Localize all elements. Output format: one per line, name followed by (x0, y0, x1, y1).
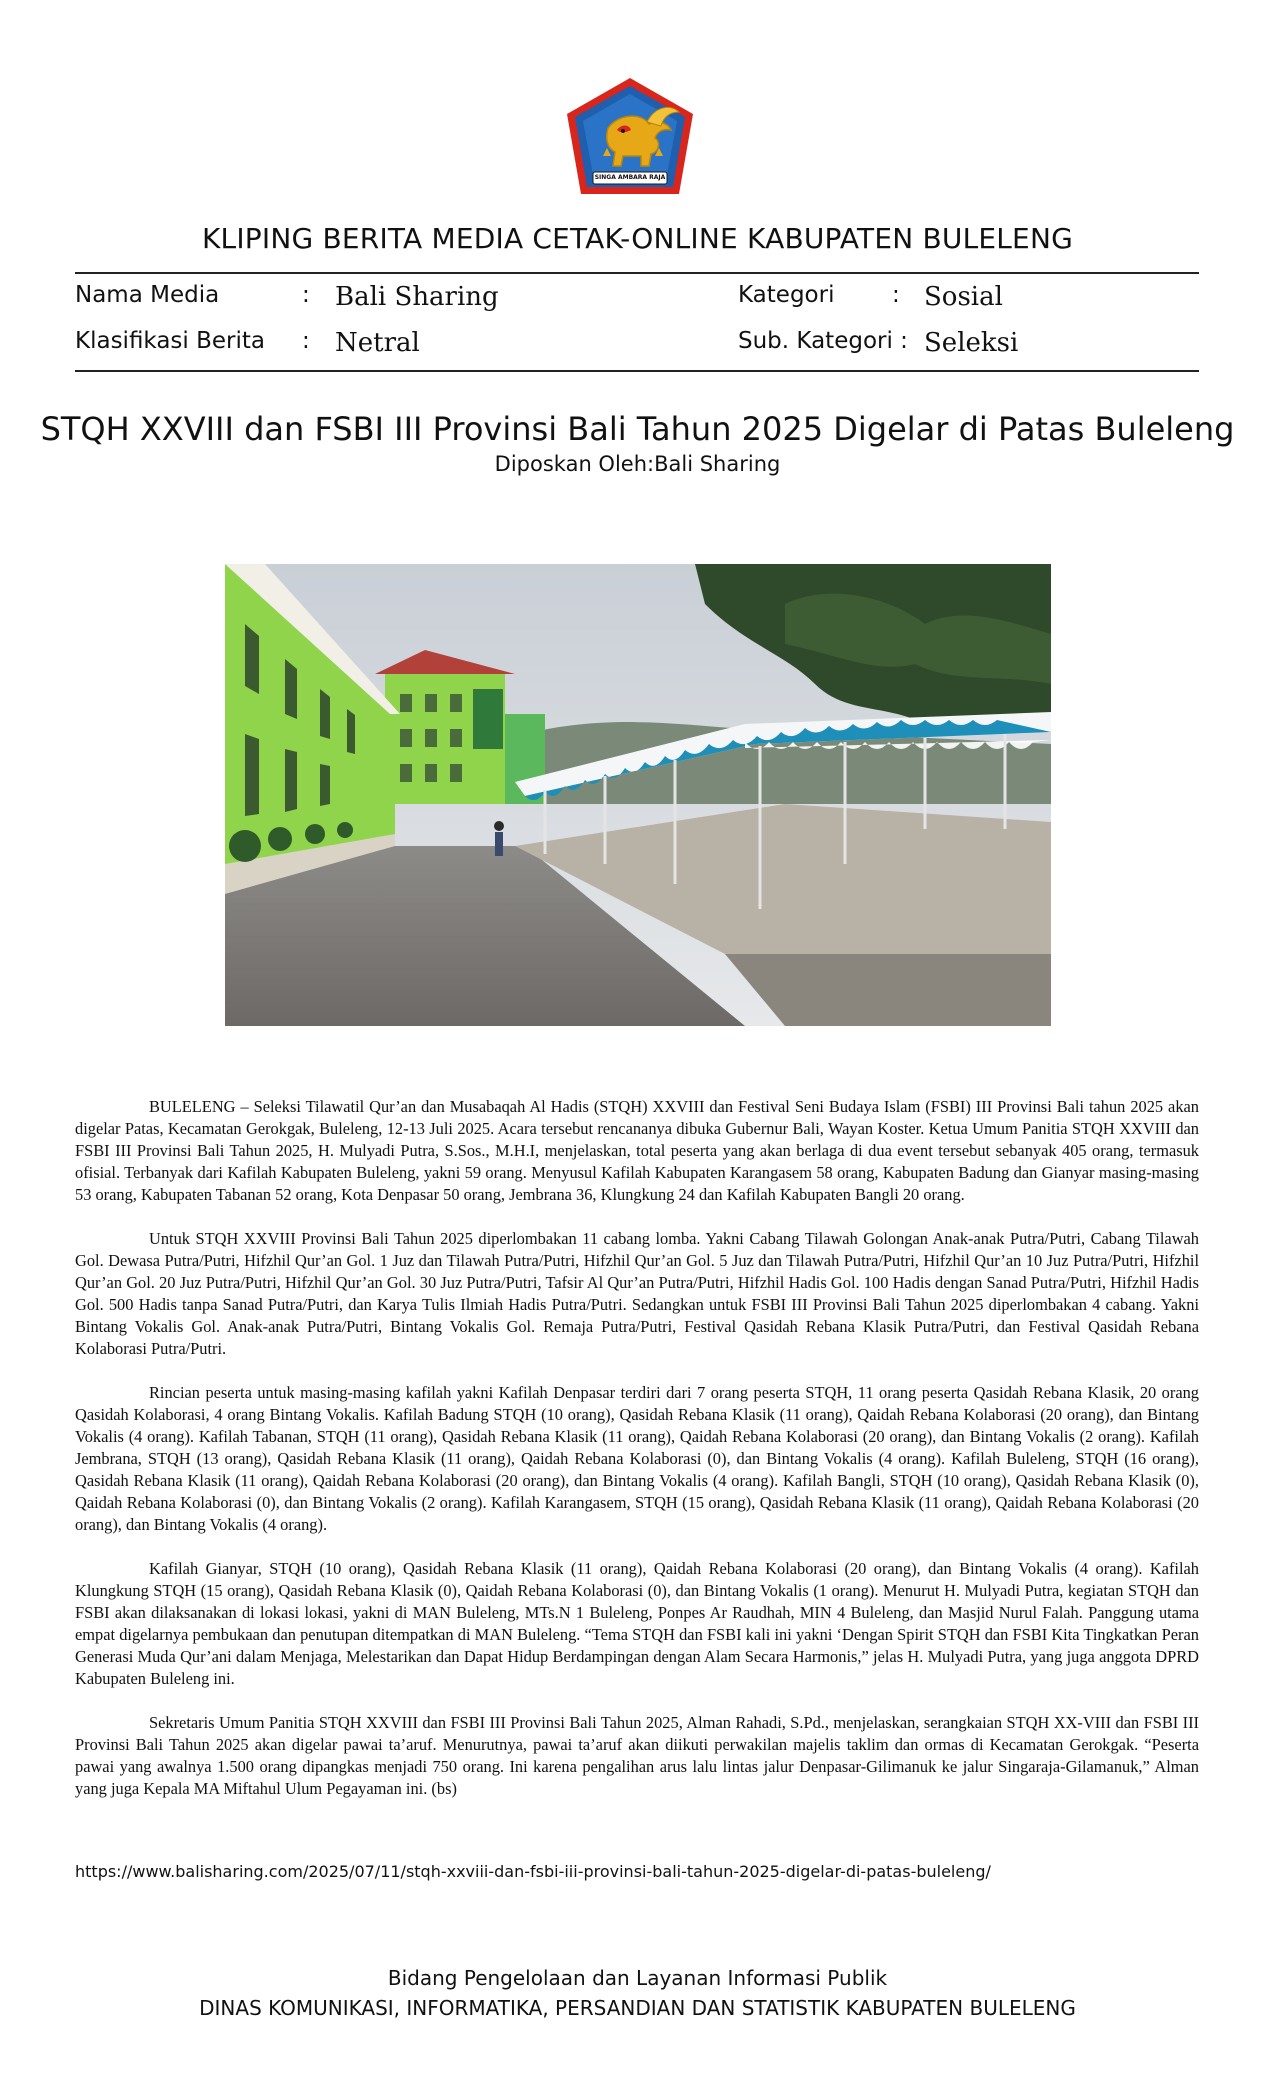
article-byline: Diposkan Oleh:Bali Sharing (494, 452, 781, 476)
article-body (75, 1096, 1199, 1822)
media-name-colon: : (302, 282, 310, 308)
classification-label: Klasifikasi Berita (75, 328, 266, 354)
media-name-label: Nama Media (75, 282, 220, 308)
footer-division-name: Bidang Pengelolaan dan Layanan Informasi Publik (387, 1966, 888, 1990)
article-paragraph-2: Untuk STQH XXVIII Provinsi Bali Tahun 2025 diperlombakan 11 cabang lomba. Yakni Cabang Tilawah Golongan Anak-anak Putra/Putri, Cabang Tilawah Gol. Dewasa Putra/Putri, Hifzhil Qur’an Gol. 1 Juz dan Tilawah Putra/Putri, Hifzhil Qur’an Gol. 5 Juz dan Tilawah Putra/Putri, Hifzhil Qur’an 10 Juz Putra/Putri, Hifzhil Qur’an Gol. 20 Juz Putra/Putri, Hifzhil Qur’an Gol. 30 Juz Putra/Putri, Tafsir Al Qur’an Putra/Putri, Hifzhil Hadis Gol. 100 Hadis dengan Sanad Putra/Putri, Hifzhil Hadis Gol. 500 Hadis tanpa Sanad Putra/Putri, dan Karya Tulis Ilmiah Hadis Putra/Putri. Sedangkan untuk FSBI III Provinsi Bali Tahun 2025 diperlombakan 4 cabang. Yakni Bintang Vokalis Gol. Anak-anak Putra/Putri, Bintang Vokalis Gol. Remaja Putra/Putri, Festival Qasidah Rebana Klasik Putra/Putri, dan Festival Qasidah Rebana Kolaborasi Putra/Putri. (75, 1229, 1199, 1358)
emblem-motto-text: SINGA AMBARA RAJA (594, 174, 666, 181)
article-photo-svg (225, 564, 1051, 1026)
subcategory-value: Seleksi (924, 328, 1019, 358)
source-url-link[interactable]: https://www.balisharing.com/2025/07/11/stqh-xxviii-dan-fsbi-iii-provinsi-bali-tahun-2025-digelar-di-patas-buleleng/ (75, 1862, 991, 1881)
header-divider-top (75, 272, 1199, 274)
classification-value: Netral (335, 328, 420, 358)
category-label: Kategori (738, 282, 835, 308)
article-photo (225, 564, 1051, 1026)
category-colon: : (892, 282, 900, 308)
article-paragraph-1: BULELENG – Seleksi Tilawatil Qur’an dan Musabaqah Al Hadis (STQH) XXVIII dan Festival Seni Budaya Islam (FSBI) III Provinsi Bali tahun 2025 akan digelar Patas, Kecamatan Gerokgak, Buleleng, 12-13 Juli 2025. Acara tersebut rencananya dibuka Gubernur Bali, Wayan Koster. Ketua Umum Panitia STQH XXVIII dan FSBI III Provinsi Bali Tahun 2025, H. Mulyadi Putra, S.Sos., M.H.I, menjelaskan, total peserta yang akan berlaga di dua event tersebut sebanyak 405 orang, termasuk ofisial. Terbanyak dari Kafilah Kabupaten Buleleng, yakni 59 orang. Menyusul Kafilah Kabupaten Karangasem 58 orang, Kabupaten Badung dan Gianyar masing-masing 53 orang, Kabupaten Tabanan 52 orang, Kota Denpasar 50 orang, Jembrana 36, Klungkung 24 dan Kafilah Kabupaten Bangli 20 orang. (75, 1097, 1199, 1204)
category-value: Sosial (924, 282, 1003, 312)
article-paragraph-4: Kafilah Gianyar, STQH (10 orang), Qasidah Rebana Klasik (11 orang), Qaidah Rebana Kolaborasi (20 orang), dan Bintang Vokalis (4 orang). Kafilah Klungkung STQH (15 orang), Qasidah Rebana Klasik (0), Qaidah Rebana Kolaborasi (0), dan Bintang Vokalis (1 orang). Menurut H. Mulyadi Putra, kegiatan STQH dan FSBI akan dilaksanakan di lokasi lokasi, yakni di MAN Buleleng, MTs.N 1 Buleleng, Ponpes Ar Raudhah, MIN 4 Buleleng, dan Masjid Nurul Falah. Panggung utama empat digelarnya pembukaan dan penutupan ditempatkan di MAN Buleleng. “Tema STQH dan FSBI kali ini yakni ‘Dengan Spirit STQH dan FSBI Kita Tingkatkan Peran Generasi Muda Qur’ani dalam Menjaga, Melestarikan dan Dapat Hidup Berdampingan dengan Alam Secara Harmonis,” jelas H. Mulyadi Putra, yang juga anggota DPRD Kabupaten Buleleng ini. (75, 1559, 1199, 1688)
buleleng-emblem-logo (563, 76, 697, 200)
article-headline: STQH XXVIII dan FSBI III Provinsi Bali Tahun 2025 Digelar di Patas Buleleng (40, 410, 1235, 448)
footer-agency-name: DINAS KOMUNIKASI, INFORMATIKA, PERSANDIAN DAN STATISTIK KABUPATEN BULELENG (199, 1996, 1076, 2020)
subcategory-label: Sub. Kategori : (738, 328, 908, 354)
article-paragraph-5: Sekretaris Umum Panitia STQH XXVIII dan FSBI III Provinsi Bali Tahun 2025, Alman Rahadi, S.Pd., menjelaskan, serangkaian STQH XX-VIII dan FSBI III Provinsi Bali Tahun 2025 akan digelar pawai ta’aruf. Menurutnya, pawai ta’aruf akan diikuti perwakilan majelis taklim dan ormas di Kecamatan Gerokgak. “Peserta pawai yang awalnya 1.500 orang dipangkas menjadi 750 orang. Ini karena pengalihan arus lalu lintas jalur Denpasar-Gilimanuk ke jalur Singaraja-Gilamanuk,” Alman yang juga Kepala MA Miftahul Ulum Pegayaman ini. (bs) (75, 1713, 1199, 1798)
media-name-value: Bali Sharing (335, 282, 499, 312)
masthead-title: KLIPING BERITA MEDIA CETAK-ONLINE KABUPATEN BULELENG (201, 222, 1073, 255)
classification-colon: : (302, 328, 310, 354)
header-divider-bottom (75, 370, 1199, 372)
article-paragraph-3: Rincian peserta untuk masing-masing kafilah yakni Kafilah Denpasar terdiri dari 7 orang peserta STQH, 11 orang peserta Qasidah Rebana Klasik, 20 orang Qasidah Kolaborasi, 4 orang Bintang Vokalis. Kafilah Badung STQH (10 orang), Qasidah Rebana Klasik (11 orang), Qaidah Rebana Kolaborasi (20 orang), dan Bintang Vokalis (4 orang). Kafilah Tabanan, STQH (11 orang), Qasidah Rebana Klasik (11 orang), Qaidah Rebana Kolaborasi (20 orang), dan Bintang Vokalis (2 orang). Kafilah Jembrana, STQH (13 orang), Qasidah Rebana Klasik (11 orang), Qaidah Rebana Kolaborasi (0), dan Bintang Vokalis (4 orang). Kafilah Buleleng, STQH (16 orang), Qasidah Rebana Klasik (11 orang), Qaidah Rebana Kolaborasi (20 orang), dan Bintang Vokalis (4 orang). Kafilah Bangli, STQH (10 orang), Qasidah Rebana Klasik (0), Qaidah Rebana Kolaborasi (0), dan Bintang Vokalis (2 orang). Kafilah Karangasem, STQH (15 orang), Qasidah Rebana Klasik (11 orang), Qaidah Rebana Kolaborasi (20 orang), dan Bintang Vokalis (4 orang). (75, 1383, 1199, 1534)
